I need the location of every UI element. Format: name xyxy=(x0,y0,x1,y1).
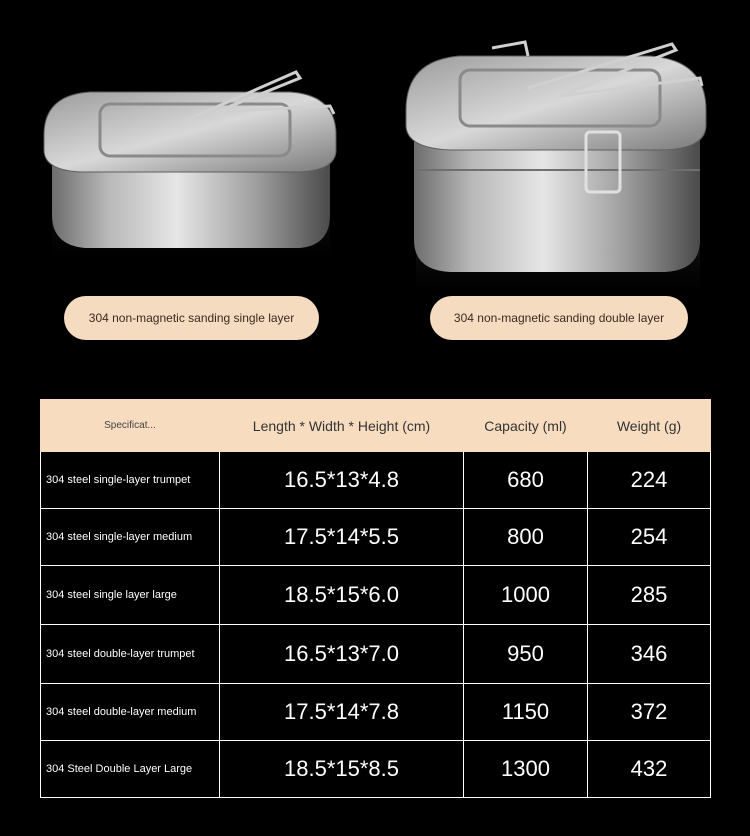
row-weight: 432 xyxy=(588,741,711,798)
row-dimensions: 16.5*13*7.0 xyxy=(220,625,464,684)
row-weight: 346 xyxy=(588,625,711,684)
row-capacity: 800 xyxy=(464,509,588,566)
row-spec-name: 304 steel single-layer trumpet xyxy=(41,452,220,509)
table-row xyxy=(41,566,711,625)
row-spec-name: 304 steel single layer large xyxy=(41,566,220,625)
row-spec-name: 304 steel single-layer medium xyxy=(41,509,220,566)
specification-table xyxy=(40,399,711,798)
row-weight: 224 xyxy=(588,452,711,509)
row-dimensions: 17.5*14*7.8 xyxy=(220,684,464,741)
row-capacity: 680 xyxy=(464,452,588,509)
row-dimensions: 17.5*14*5.5 xyxy=(220,509,464,566)
header-capacity: Capacity (ml) xyxy=(464,400,588,452)
row-dimensions: 16.5*13*4.8 xyxy=(220,452,464,509)
row-weight: 285 xyxy=(588,566,711,625)
row-spec-name: 304 steel double-layer medium xyxy=(41,684,220,741)
table-row xyxy=(41,741,711,798)
header-specification: Specificat... xyxy=(41,400,220,452)
table-row xyxy=(41,625,711,684)
table-row xyxy=(41,509,711,566)
table-row xyxy=(41,452,711,509)
row-spec-name: 304 steel double-layer trumpet xyxy=(41,625,220,684)
row-dimensions: 18.5*15*8.5 xyxy=(220,741,464,798)
product-photo-area xyxy=(0,0,750,390)
header-weight: Weight (g) xyxy=(588,400,711,452)
row-spec-name: 304 Steel Double Layer Large xyxy=(41,741,220,798)
header-dimensions: Length * Width * Height (cm) xyxy=(220,400,464,452)
row-weight: 372 xyxy=(588,684,711,741)
single-layer-label: 304 non-magnetic sanding single layer xyxy=(64,296,319,340)
row-capacity: 950 xyxy=(464,625,588,684)
row-weight: 254 xyxy=(588,509,711,566)
double-layer-label: 304 non-magnetic sanding double layer xyxy=(430,296,688,340)
double-layer-box-image xyxy=(406,42,706,300)
row-capacity: 1000 xyxy=(464,566,588,625)
single-layer-box-image xyxy=(44,72,336,268)
row-capacity: 1150 xyxy=(464,684,588,741)
table-row xyxy=(41,684,711,741)
row-dimensions: 18.5*15*6.0 xyxy=(220,566,464,625)
row-capacity: 1300 xyxy=(464,741,588,798)
table-header-row xyxy=(41,400,711,452)
